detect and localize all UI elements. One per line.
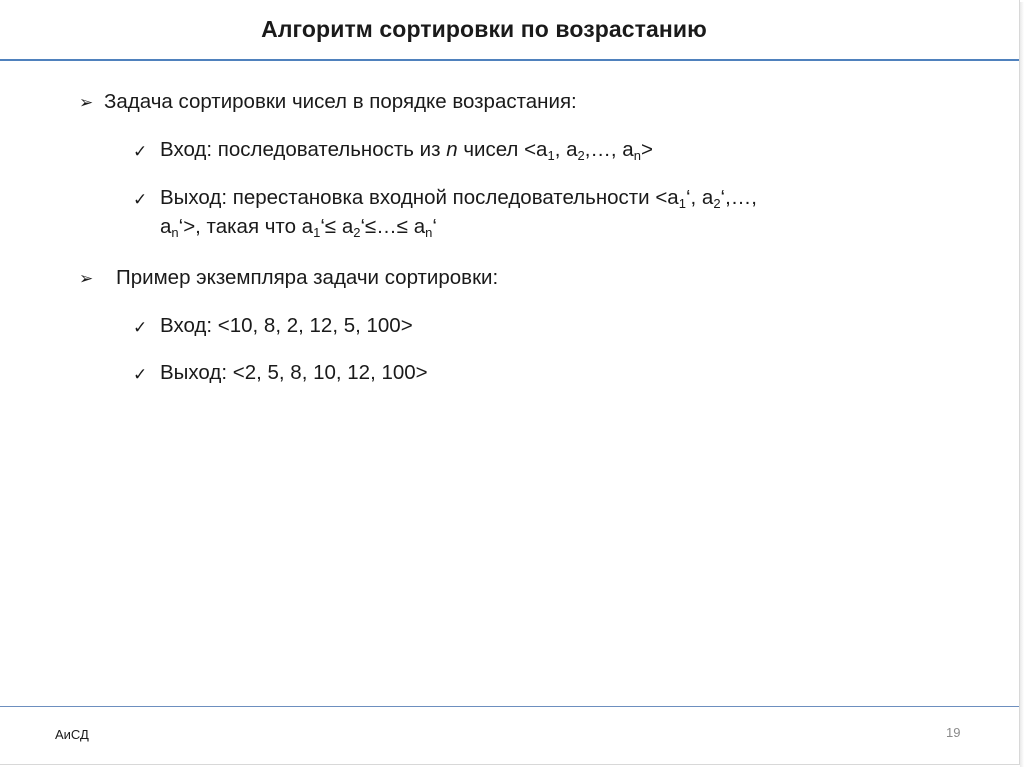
subscript: 2 xyxy=(713,196,721,211)
check-icon: ✓ xyxy=(133,190,148,209)
task-output-text: ‘>, такая что a xyxy=(178,215,314,238)
task-input-prefix: Вход: последовательность из xyxy=(160,138,447,161)
task-input-line xyxy=(160,138,653,162)
check-icon: ✓ xyxy=(133,365,148,384)
task-output-line-1 xyxy=(160,186,757,210)
footer-divider xyxy=(0,706,1019,707)
task-input-middle: чисел <a xyxy=(457,138,548,161)
subscript: n xyxy=(171,225,179,240)
task-input-text: , a xyxy=(554,138,578,161)
subscript: 1 xyxy=(678,196,686,211)
subscript: 2 xyxy=(353,225,361,240)
task-input-text: ,…, a xyxy=(584,138,634,161)
bullet-task-statement: Задача сортировки чисел в порядке возрастания: xyxy=(104,90,577,113)
arrow-bullet-icon: ➢ xyxy=(79,269,94,288)
example-output-line: Выход: <2, 5, 8, 10, 12, 100> xyxy=(160,361,428,384)
subscript: 1 xyxy=(313,225,321,240)
page-number: 19 xyxy=(946,725,961,740)
task-output-text: ‘≤ a xyxy=(320,215,354,238)
subscript: n xyxy=(633,148,641,163)
footer-course-label: АиСД xyxy=(55,727,89,742)
slide-shadow xyxy=(1020,2,1024,767)
task-input-text: > xyxy=(640,138,653,161)
task-output-text: ‘≤…≤ a xyxy=(360,215,426,238)
task-output-text: Выход: перестановка входной последовательности <a xyxy=(160,186,679,209)
task-output-text: ‘ xyxy=(432,215,437,238)
check-icon: ✓ xyxy=(133,142,148,161)
title-divider xyxy=(0,59,1019,61)
subscript: 2 xyxy=(577,148,585,163)
slide-title: Алгоритм сортировки по возрастанию xyxy=(261,16,707,42)
task-output-text: ‘,…, xyxy=(720,186,757,209)
task-output-text: ‘, a xyxy=(685,186,714,209)
subscript: 1 xyxy=(547,148,555,163)
example-input-line: Вход: <10, 8, 2, 12, 5, 100> xyxy=(160,314,413,337)
subscript: n xyxy=(425,225,433,240)
bullet-example-statement: Пример экземпляра задачи сортировки: xyxy=(116,266,499,289)
task-output-text: a xyxy=(160,215,172,238)
arrow-bullet-icon: ➢ xyxy=(79,93,94,112)
task-output-line-2 xyxy=(160,215,437,239)
task-input-n: n xyxy=(446,138,458,161)
check-icon: ✓ xyxy=(133,318,148,337)
